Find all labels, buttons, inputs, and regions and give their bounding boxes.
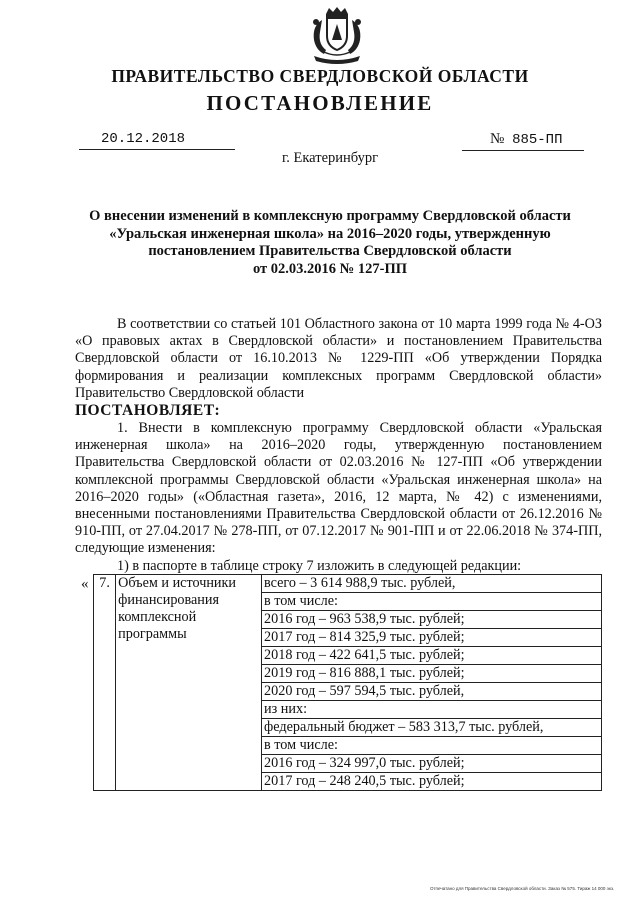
organization-name: ПРАВИТЕЛЬСТВО СВЕРДЛОВСКОЙ ОБЛАСТИ xyxy=(111,66,529,86)
value-line: 2017 год – 248 240,5 тыс. рублей; xyxy=(264,773,465,789)
row-number: 7. xyxy=(94,575,116,791)
value-line: 2020 год – 597 594,5 тыс. рублей, xyxy=(262,683,601,701)
item-1-paragraph: 1. Внести в комплексную программу Свердловской области «Уральская инженерная школа» на 2016–2020 годы, утвержденную постановлением Правительства Свердловской области от 02.03.2016 № 127-ПП «Об утверждении комплексной программы Свердловской области «Уральская инженерная школа» на 2016–2020 годы» («Областная газета», 2016, 12 марта, № 42) с изменениями, внесенными постановлениями Правительства Свердловской области от 26.12.2016 № 910-ПП, от 27.04.2017 № 278-ПП, от 07.12.2017 № 901-ПП и от 22.06.2018 № 374-ПП, следующие изменения: xyxy=(75,420,602,557)
document-number: 885-ПП xyxy=(512,132,563,148)
city: г. Екатеринбург xyxy=(281,150,379,166)
number-sign: № xyxy=(490,131,505,147)
document-title xyxy=(70,208,590,278)
row-values xyxy=(262,575,602,791)
row-name: Объем и источники финансирования комплексной программы xyxy=(116,575,262,791)
value-line: федеральный бюджет – 583 313,7 тыс. рублей, xyxy=(262,719,601,737)
print-note: Отпечатано для Правительства Свердловской области. Заказ № 575. Тираж 14 000 экз. xyxy=(430,886,615,891)
value-line: 2018 год – 422 641,5 тыс. рублей; xyxy=(262,647,601,665)
value-line: в том числе: xyxy=(262,593,601,611)
passport-table-wrap xyxy=(75,574,602,788)
document-date: 20.12.2018 xyxy=(79,131,235,150)
table-row xyxy=(94,575,602,791)
passport-table xyxy=(93,574,602,791)
preamble-paragraph: В соответствии со статьей 101 Областного закона от 10 марта 1999 года № 4-ОЗ «О правовых актах в Свердловской области» и постановлением Правительства Свердловской области от 16.10.2013 № 1229-ПП «Об утверждении Порядка формирования и реализации комплексных программ Свердловской области» Правительство Свердловской области xyxy=(75,316,602,401)
value-line: в том числе: xyxy=(262,737,601,755)
value-line: 2019 год – 816 888,1 тыс. рублей; xyxy=(262,665,601,683)
value-line: 2017 год – 814 325,9 тыс. рублей; xyxy=(262,629,601,647)
title-line: постановлением Правительства Свердловской области xyxy=(148,243,512,259)
open-quote: « xyxy=(81,576,89,592)
coat-of-arms-icon xyxy=(302,6,372,68)
title-line: от 02.03.2016 № 127-ПП xyxy=(252,260,407,277)
value-line: всего – 3 614 988,9 тыс. рублей, xyxy=(262,575,601,593)
subitem-1-paragraph: 1) в паспорте в таблице строку 7 изложить в следующей редакции: xyxy=(117,557,522,574)
resolves-heading: ПОСТАНОВЛЯЕТ: xyxy=(75,402,221,420)
title-line: О внесении изменений в комплексную программу Свердловской области xyxy=(89,208,571,224)
document-number-block xyxy=(462,131,584,151)
title-line: «Уральская инженерная школа» на 2016–2020 годы, утвержденную xyxy=(109,225,551,242)
value-line: 2016 год – 963 538,9 тыс. рублей; xyxy=(262,611,601,629)
document-body xyxy=(75,316,602,575)
value-line: из них: xyxy=(262,701,601,719)
document-type: ПОСТАНОВЛЕНИЕ xyxy=(206,91,434,115)
value-line: 2016 год – 324 997,0 тыс. рублей; xyxy=(262,755,601,773)
